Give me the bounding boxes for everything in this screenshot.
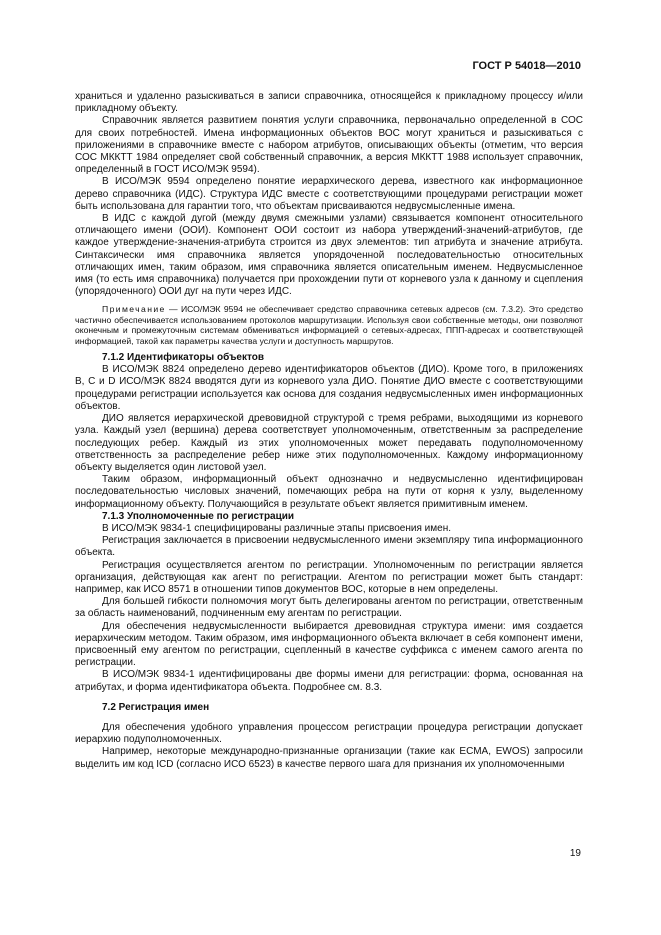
paragraph: Для большей гибкости полномочия могут быть делегированы агентом по регистрации, ответственным за область наименований, подчиненным ему агентам по регистрации. [75,596,583,620]
paragraph: В ИСО/МЭК 9834-1 идентифицированы две формы имени для регистрации: форма, основанная на атрибутах, и форма идентификатора объекта. Подробнее см. 8.3. [75,669,583,693]
paragraph: В ИСО/МЭК 9594 определено понятие иерархического дерева, известного как информационное дерево справочника (ИДС). Структура ИДС вместе с соответствующими процедурами регистрации может быть использована для гарантии того, что объектам присваиваются недвусмысленные имена. [75,176,583,212]
document-body [75,91,583,771]
paragraph: В ИСО/МЭК 8824 определено дерево идентификаторов объектов (ДИО). Кроме того, в приложениях В, С и D ИСО/МЭК 8824 вводятся дуги из корневого узла ДИО. Понятие ДИО вместе с соответствующими процедурами регистрации используется как основа для создания недвусмысленных имен информационных объектов. [75,364,583,412]
page-number: 19 [569,848,581,859]
paragraph: В ИСО/МЭК 9834-1 специфицированы различные этапы присвоения имен. [102,522,451,534]
paragraph: Для обеспечения удобного управления процессом регистрации процедура регистрации допускает иерархию подуполномоченных. [75,721,583,746]
paragraph: ДИО является иерархической древовидной структурой с тремя ребрами, выходящими из корневого узла. Каждый узел (вершина) дерева соответствует уполномоченным, ответственным за распределение последующих ребер. Каждый из этих уполномоченных может передавать подуполномоченному ответственность за распределение ребер ниже этих подуполномоченных. Каждому информационному объекту выделяется один листовой узел. [75,413,583,473]
section-heading-7-2: 7.2 Регистрация имен [102,701,210,713]
section-heading-7-1-3: 7.1.3 Уполномоченные по регистрации [102,510,295,522]
note-label: Примечание [102,304,166,315]
paragraph: Например, некоторые международно-признанные организации (такие как ЕСМА, EWOS) запросили выделить им код ICD (согласно ИСО 6523) в качестве первого шага для признания их уполномоченными [75,746,583,770]
note-dash: — [169,304,178,315]
paragraph: Справочник является развитием понятия услуги справочника, первоначально определенной в СОС для своих потребностей. Имена информационных объектов ВОС могут храниться и разыскиваться с приложениями в справочнике вместе с набором атрибутов, описывающих объекты (отметим, что версия СОС МККТТ 1984 определяет свой собственный справочник, а версия МККТТ 1988 использует справочник, определенный в ГОСТ ИСО/МЭК 9594). [75,115,583,176]
note-text: ИСО/МЭК 9594 не обеспечивает средство справочника сетевых адресов (см. 7.3.2). Это средство частично обеспечивается использованием протоколов маршрутизации. Используя свои собственные методы, они позволяют оконечным и промежуточным системам обмениваться информацией о сетевых-адресах, ППП-адресах и соответствующей информацией, такой как параметры качества услуги и доступность маршрутов. [75,304,583,346]
page-header-standard: ГОСТ Р 54018—2010 [472,60,581,72]
paragraph: В ИДС с каждой дугой (между двумя смежными узлами) связывается компонент относительного отличающего имени (ООИ). Компонент ООИ состоит из набора утверждений-значений-атрибутов, где каждое утверждение-значения-атрибута строится из двух элементов: тип атрибута и значение атрибута. Синтаксически имя справочника является упорядоченной последовательностью относительных отличающих имен, таким образом, имя справочника является описательным именем. Недвусмысленное имя (то есть имя справочника) получается при прохождении пути от корневого узла к данному и сцепления (упорядоченного) ООИ дуг на пути через ИДС. [75,213,583,298]
paragraph: Регистрация осуществляется агентом по регистрации. Уполномоченным по регистрации является организация, действующая как агент по регистрации. Агентом по регистрации может быть стандарт: например, как ИСО 8571 в отношении типов документов ВОС, которые в нем определены. [75,559,583,595]
paragraph: храниться и удаленно разыскиваться в записи справочника, относящейся к прикладному процессу и/или прикладному объекту. [75,91,583,115]
note [75,304,583,346]
paragraph: Регистрация заключается в присвоении недвусмысленного имени экземпляру типа информационного объекта. [75,535,583,559]
section-heading-7-1-2: 7.1.2 Идентификаторы объектов [102,352,264,364]
paragraph: Таким образом, информационный объект однозначно и недвусмысленно идентифицирован последовательностью числовых значений, помечающих ребра на пути от корня к узлу, выделенному информационному объекту. Получающийся в результате объект является примитивным именем. [75,474,583,510]
paragraph: Для обеспечения недвусмысленности выбирается древовидная структура имени: имя создается иерархическим методом. Таким образом, имя информационного объекта включает в себя компонент имени, присвоенный ему агентом по регистрации, сцепленный в качестве суффикса с именем самого агента по регистрации. [75,620,583,669]
